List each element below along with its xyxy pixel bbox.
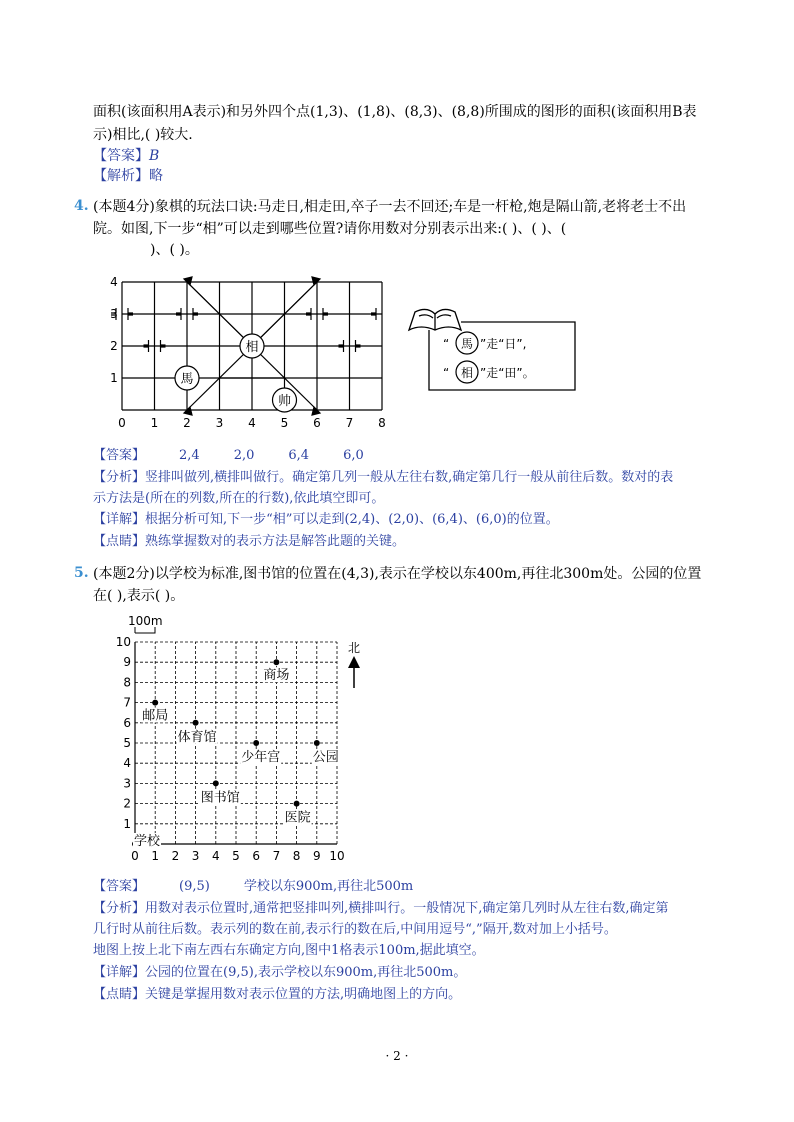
place-dot — [273, 659, 279, 665]
dianjing-tag: 【点睛】 — [93, 534, 146, 549]
map-x-tick: 6 — [252, 849, 261, 863]
open-book-icon — [409, 309, 461, 330]
svg-text:相: 相 — [460, 366, 474, 380]
q5-text-line-2: 在( ),表示( )。 — [93, 588, 185, 604]
place-dot — [294, 801, 300, 807]
q4-answer-row — [93, 446, 364, 466]
q4-answer-2: 2,0 — [233, 448, 255, 463]
q3-analysis-row — [93, 166, 163, 186]
map-y-ticks — [116, 635, 131, 831]
q4-answer-1: 2,4 — [179, 448, 200, 463]
q5-text-line-1: (本题2分)以学校为标准,图书馆的位置在(4,3),表示在学校以东400m,再往北300m处。公园的位置 — [93, 566, 702, 582]
x-tick: 2 — [183, 416, 191, 430]
svg-text:馬: 馬 — [460, 337, 474, 351]
q3-analysis: 略 — [149, 168, 163, 184]
y-tick: 1 — [110, 371, 118, 385]
scale-label: 100m — [128, 614, 163, 628]
map-x-tick: 3 — [191, 849, 200, 863]
x-tick: 8 — [378, 416, 386, 430]
svg-text:“: “ — [443, 366, 450, 380]
q3-answer: B — [149, 148, 160, 164]
answer-tag: 【答案】 — [93, 879, 146, 894]
q3-text-line-1: 面积(该面积用A表示)和另外四个点(1,3)、(1,8)、(8,3)、(8,8)所围成的图形的面积(该面积用B表 — [93, 104, 697, 120]
q4-xiangjie: 根据分析可知,下一步“相”可以走到(2,4)、(2,0)、(6,4)、(6,0)的位置。 — [145, 512, 559, 527]
map-x-tick: 5 — [232, 849, 240, 863]
map-x-tick: 1 — [151, 849, 160, 863]
q3-answer-row — [93, 146, 159, 166]
q5-fenxi-row — [93, 899, 669, 919]
place-dot — [253, 740, 259, 746]
north-arrow-icon — [348, 656, 360, 688]
x-tick: 5 — [280, 416, 289, 430]
y-tick: 4 — [110, 275, 118, 289]
q4-answer-3: 6,4 — [288, 448, 310, 463]
q4-xiangjie-row — [93, 510, 559, 530]
x-tick: 7 — [345, 416, 354, 430]
map-y-tick: 2 — [123, 796, 131, 811]
xiangjie-tag: 【详解】 — [93, 512, 146, 527]
x-tick: 6 — [313, 416, 321, 430]
map-y-tick: 10 — [115, 635, 131, 649]
q4-fenxi-row — [93, 468, 673, 488]
board-x-ticks — [118, 416, 386, 430]
answer-tag: 【答案】 — [93, 448, 146, 463]
board-y-ticks — [110, 275, 118, 385]
map-x-tick: 10 — [329, 849, 345, 863]
svg-text:“: “ — [443, 337, 450, 351]
map-y-tick: 8 — [123, 675, 131, 690]
y-tick: 2 — [110, 339, 118, 353]
map-y-tick: 1 — [123, 816, 131, 831]
q4-dianjing-row — [93, 532, 405, 552]
q3-text-line-2: 示)相比,( )较大. — [93, 127, 193, 143]
fenxi-tag: 【分析】 — [93, 901, 146, 916]
q5-answer-1: (9,5) — [179, 879, 210, 894]
north-label: 北 — [347, 641, 361, 655]
map-x-tick: 4 — [211, 849, 220, 863]
place-label: 图书馆 — [200, 790, 240, 806]
map-y-tick: 3 — [123, 776, 131, 791]
page-number: · 2 · — [385, 1049, 409, 1063]
map-y-tick: 6 — [123, 715, 131, 730]
map-x-tick: 9 — [312, 849, 321, 863]
place-dot — [213, 780, 219, 786]
place-dot — [193, 720, 199, 726]
q5-xiangjie-row — [93, 963, 466, 983]
piece-elephant — [240, 334, 264, 358]
piece-horse — [175, 366, 199, 390]
map-x-tick: 2 — [171, 849, 180, 863]
chess-board-figure — [100, 270, 400, 430]
piece-general — [273, 388, 297, 412]
q5-number: 5. — [74, 565, 89, 581]
map-grid-figure — [110, 612, 370, 870]
q5-fenxi-1: 用数对表示位置时,通常把竖排叫列,横排叫行。一般情况下,确定第几列时从左往右数,确定第 — [145, 901, 669, 916]
svg-text:”走“日”,: ”走“日”, — [480, 337, 527, 351]
q5-answer-row — [93, 877, 413, 897]
svg-text:”走“田”。: ”走“田”。 — [480, 366, 535, 380]
q4-fenxi-line-2: 示方法是(所在的列数,所在的行数),依此填空即可。 — [93, 491, 385, 506]
map-x-tick: 8 — [292, 849, 301, 863]
q4-text-line-2: 院。如图,下一步“相”可以走到哪些位置?请你用数对分别表示出来:( )、( )、( — [93, 221, 567, 237]
place-dot — [314, 740, 320, 746]
q5-fenxi-line-2: 几行时从前往后数。表示列的数在前,表示行的数在后,中间用逗号“,”隔开,数对加上小括号。 — [93, 922, 617, 937]
svg-text:相: 相 — [245, 340, 259, 355]
rule-callout — [405, 300, 580, 395]
xiangjie-tag: 【详解】 — [93, 965, 146, 980]
place-label: 少年宫 — [241, 750, 281, 765]
q4-number: 4. — [74, 198, 89, 214]
fenxi-tag: 【分析】 — [93, 470, 146, 485]
analysis-tag: 【解析】 — [93, 168, 149, 184]
place-label: 邮局 — [142, 708, 169, 724]
x-tick: 3 — [215, 416, 224, 430]
answer-tag: 【答案】 — [93, 148, 149, 164]
x-tick: 4 — [248, 416, 256, 430]
map-y-tick: 5 — [123, 736, 131, 750]
place-dot — [152, 700, 158, 706]
q4-answer-4: 6,0 — [343, 448, 364, 463]
q5-xiangjie: 公园的位置在(9,5),表示学校以东900m,再往北500m。 — [145, 965, 467, 980]
place-label: 医院 — [284, 810, 311, 826]
place-label: 商场 — [263, 668, 290, 684]
q4-dianjing: 熟练掌握数对的表示方法是解答此题的关键。 — [145, 534, 406, 549]
q5-dianjing-row — [93, 985, 461, 1005]
q4-fenxi-1: 竖排叫做列,横排叫做行。确定第几列一般从左往右数,确定第几行一般从前往后数。数对的表 — [145, 470, 674, 485]
dianjing-tag: 【点睛】 — [93, 987, 146, 1002]
x-tick: 1 — [150, 416, 159, 430]
map-y-tick: 4 — [123, 756, 131, 771]
map-x-tick: 7 — [272, 849, 281, 863]
map-y-tick: 7 — [123, 695, 131, 710]
svg-text:馬: 馬 — [180, 372, 194, 387]
map-y-tick: 9 — [123, 655, 131, 670]
map-x-tick: 0 — [131, 849, 139, 863]
q4-text-line-3: )、( )。 — [150, 242, 199, 258]
q5-fenxi-line-3: 地图上按上北下南左西右东确定方向,图中1格表示100m,据此填空。 — [93, 943, 485, 958]
place-label: 学校 — [134, 834, 161, 849]
y-tick: 3 — [110, 307, 118, 321]
place-label: 体育馆 — [177, 729, 217, 745]
q5-answer-2: 学校以东900m,再往北500m — [243, 879, 414, 894]
svg-text:帅: 帅 — [277, 394, 292, 409]
map-x-ticks — [131, 849, 344, 863]
place-label: 公园 — [312, 750, 339, 765]
q5-dianjing: 关键是掌握用数对表示位置的方法,明确地图上的方向。 — [145, 987, 462, 1002]
q4-text-line-1: (本题4分)象棋的玩法口诀:马走日,相走田,卒子一去不回还;车是一杆枪,炮是隔山箭,老将老士不出 — [93, 199, 687, 215]
x-tick: 0 — [118, 416, 126, 430]
